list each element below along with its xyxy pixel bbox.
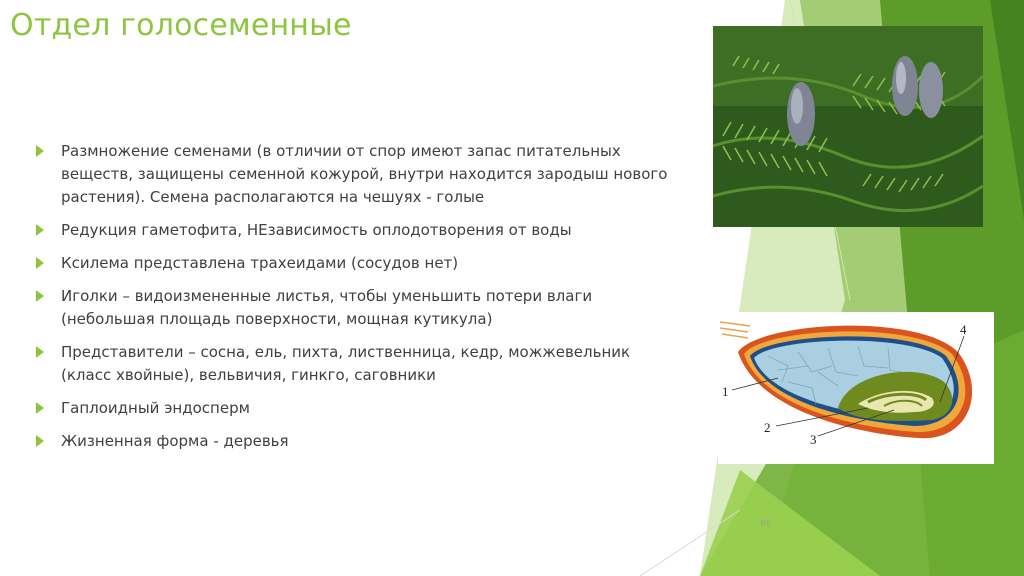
- diagram-label-2: 2: [764, 420, 771, 435]
- list-item: [36, 397, 676, 420]
- bullet-list: [36, 140, 676, 463]
- triangle-bullet-icon: [36, 290, 44, 302]
- bullet-text: Представители – сосна, ель, пихта, лиственница, кедр, можжевельник (класс хвойные), вельвичия, гинкго, саговники: [61, 343, 631, 384]
- fir-tree-photo: [713, 26, 983, 227]
- bullet-text: Редукция гаметофита, НЕзависимость оплодотворения от воды: [61, 221, 572, 239]
- triangle-bullet-icon: [36, 145, 44, 157]
- bullet-text: Жизненная форма - деревья: [61, 432, 289, 450]
- page-number: 86: [760, 519, 772, 529]
- triangle-bullet-icon: [36, 224, 44, 236]
- list-item: [36, 252, 676, 275]
- triangle-bullet-icon: [36, 435, 44, 447]
- list-item: [36, 219, 676, 242]
- bullet-text: Иголки – видоизмененные листья, чтобы уменьшить потери влаги (небольшая площадь поверхности, мощная кутикула): [61, 287, 593, 328]
- bullet-text: Размножение семенами (в отличии от спор имеют запас питательных веществ, защищены семенной кожурой, внутри находится зародыш нового растения). Семена располагаются на чешуях - голые: [61, 142, 668, 206]
- triangle-bullet-icon: [36, 402, 44, 414]
- bullet-text: Ксилема представлена трахеидами (сосудов нет): [61, 254, 459, 272]
- slide-title: Отдел голосеменные: [10, 8, 352, 43]
- list-item: [36, 430, 676, 453]
- list-item: [36, 285, 676, 331]
- triangle-bullet-icon: [36, 346, 44, 358]
- list-item: [36, 140, 676, 209]
- diagram-label-3: 3: [810, 432, 817, 447]
- triangle-bullet-icon: [36, 257, 44, 269]
- bullet-text: Гаплоидный эндосперм: [61, 399, 250, 417]
- seed-diagram: [718, 312, 994, 464]
- diagram-label-4: 4: [960, 322, 967, 337]
- list-item: [36, 341, 676, 387]
- diagram-label-1: 1: [722, 384, 729, 399]
